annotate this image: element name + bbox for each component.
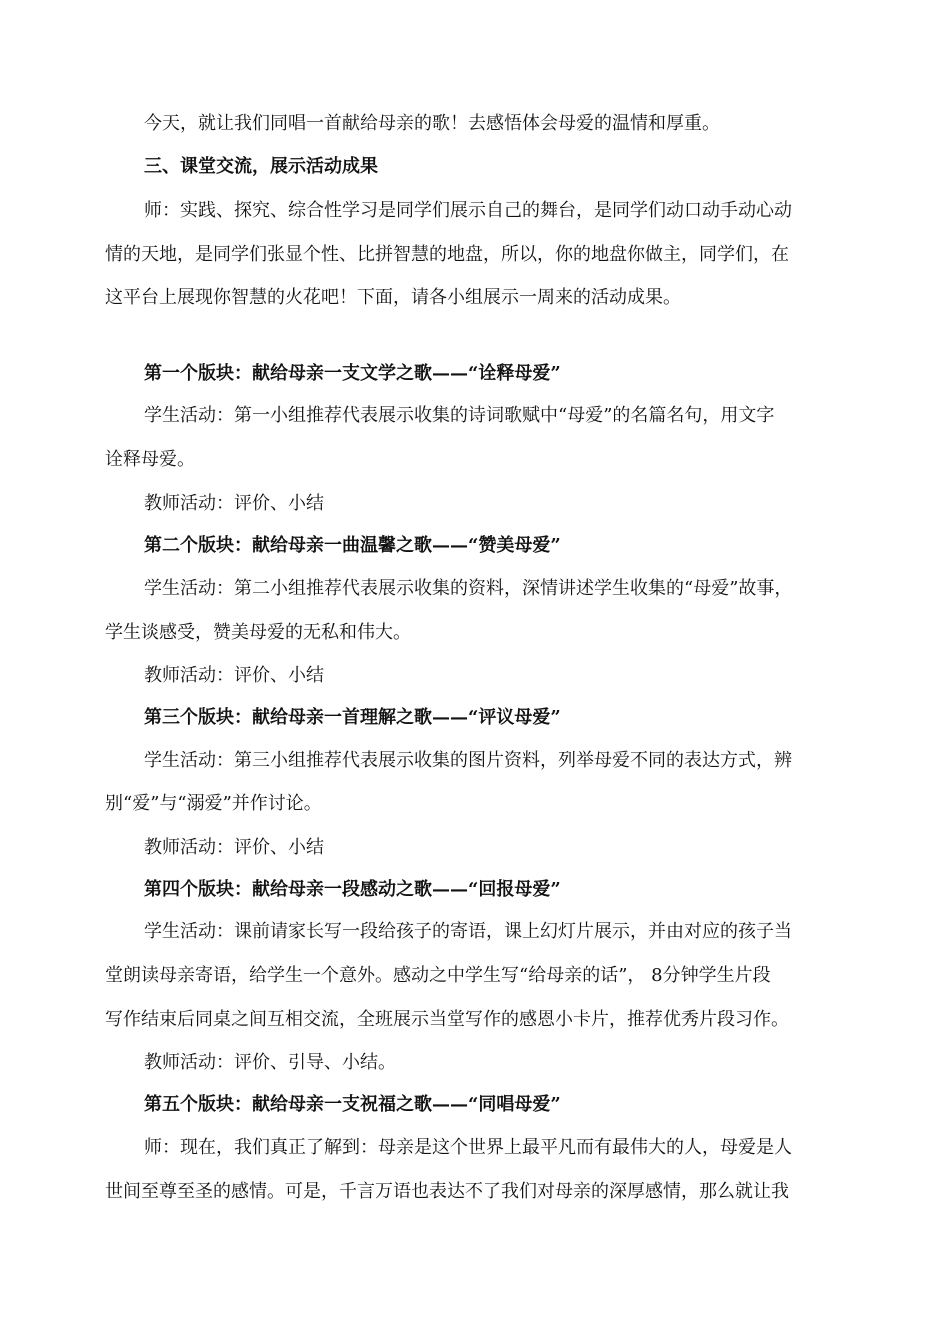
block-4-student-line-3: 写作结束后同桌之间互相交流，全班展示当堂写作的感恩小卡片，推荐优秀片段习作。 bbox=[105, 1009, 789, 1030]
block-5-heading: 第五个版块：献给母亲一支祝福之歌——“同唱母爱” bbox=[144, 1094, 561, 1115]
block-4-student-line-2: 堂朗读母亲寄语，给学生一个意外。感动之中学生写“给母亲的话”， 8分钟学生片段 bbox=[105, 965, 771, 986]
teacher-paragraph-line-1: 师：实践、探究、综合性学习是同学们展示自己的舞台，是同学们动口动手动心动 bbox=[144, 200, 792, 221]
block-2-student-line-1: 学生活动：第二小组推荐代表展示收集的资料，深情讲述学生收集的“母爱”故事， bbox=[144, 578, 793, 599]
teacher-paragraph-line-3: 这平台上展现你智慧的火花吧！下面，请各小组展示一周来的活动成果。 bbox=[105, 287, 681, 308]
block-3-student-line-2: 别“爱”与“溺爱”并作讨论。 bbox=[105, 793, 322, 814]
block-2-teacher-activity: 教师活动：评价、小结 bbox=[144, 665, 324, 686]
section-heading: 三、课堂交流，展示活动成果 bbox=[144, 156, 378, 177]
block-3-student-line-1: 学生活动：第三小组推荐代表展示收集的图片资料，列举母爱不同的表达方式，辨 bbox=[144, 750, 792, 771]
block-3-teacher-activity: 教师活动：评价、小结 bbox=[144, 837, 324, 858]
block-1-teacher-activity: 教师活动：评价、小结 bbox=[144, 493, 324, 514]
block-2-student-line-2: 学生谈感受，赞美母爱的无私和伟大。 bbox=[105, 622, 411, 643]
teacher-paragraph-line-2: 情的天地，是同学们张显个性、比拼智慧的地盘，所以，你的地盘你做主，同学们，在 bbox=[105, 244, 789, 265]
block-4-student-line-1: 学生活动：课前请家长写一段给孩子的寄语，课上幻灯片展示，并由对应的孩子当 bbox=[144, 921, 792, 942]
block-4-teacher-activity: 教师活动：评价、引导、小结。 bbox=[144, 1052, 396, 1073]
block-3-heading: 第三个版块：献给母亲一首理解之歌——“评议母爱” bbox=[144, 707, 561, 728]
block-2-heading: 第二个版块：献给母亲一曲温馨之歌——“赞美母爱” bbox=[144, 535, 561, 556]
block-5-teacher-line-1: 师：现在，我们真正了解到：母亲是这个世界上最平凡而有最伟大的人，母爱是人 bbox=[144, 1137, 792, 1158]
block-5-teacher-line-2: 世间至尊至圣的感情。可是，千言万语也表达不了我们对母亲的深厚感情，那么就让我 bbox=[105, 1181, 789, 1202]
block-4-heading: 第四个版块：献给母亲一段感动之歌——“回报母爱” bbox=[144, 879, 561, 900]
block-1-student-line-2: 诠释母爱。 bbox=[105, 449, 195, 470]
block-1-heading: 第一个版块：献给母亲一支文学之歌——“诠释母爱” bbox=[144, 363, 561, 384]
intro-paragraph-line: 今天，就让我们同唱一首献给母亲的歌！去感悟体会母爱的温情和厚重。 bbox=[144, 113, 720, 134]
block-1-student-line-1: 学生活动：第一小组推荐代表展示收集的诗词歌赋中“母爱”的名篇名句，用文字 bbox=[144, 405, 775, 426]
